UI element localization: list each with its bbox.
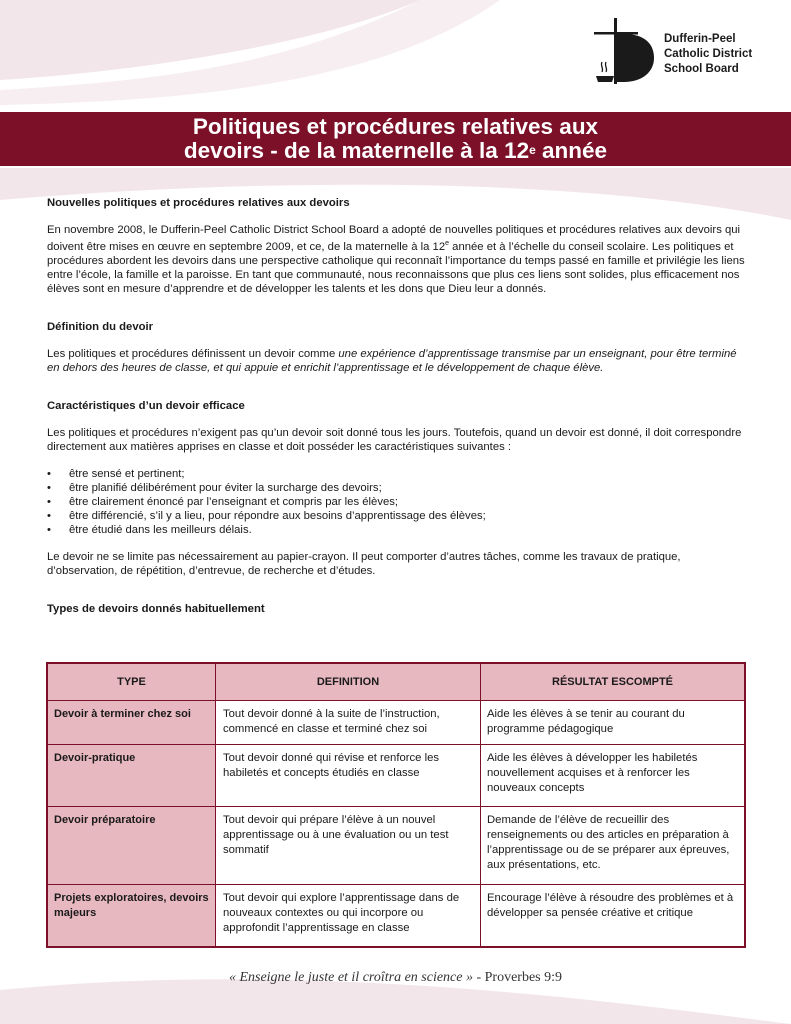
title-line-1: Politiques et procédures relatives aux (192, 114, 599, 139)
list-item: • être planifié délibérément pour éviter la surcharge des devoirs; (47, 481, 747, 495)
cell-definition: Tout devoir donné à la suite de l’instruction, commencé en classe et terminé chez soi (216, 701, 481, 745)
table-row (47, 745, 745, 807)
paragraph-characteristics-intro: Les politiques et procédures n’exigent pas qu’un devoir soit donné tous les jours. Toutefois, quand un devoir est donné, il doit correspondre directement aux matières apprises en classe et doit posséder les caractéristiques suivantes : (47, 426, 742, 453)
school-board-logo (592, 18, 762, 86)
dpcdsb-cross-logo (592, 18, 660, 86)
cell-result: Demande de l’élève de recueillir des renseignements ou des articles en préparation à l’apprentissage ou de se préparer aux épreuves, aux présentations, etc. (481, 807, 746, 885)
column-header-type: TYPE (47, 663, 216, 701)
cell-definition: Tout devoir qui prépare l’élève à un nouvel apprentissage ou à une évaluation ou un test sommatif (216, 807, 481, 885)
homework-types-table (46, 662, 746, 948)
cell-type: Projets exploratoires, devoirs majeurs (47, 885, 216, 947)
title-banner (0, 112, 791, 166)
list-item: • être étudié dans les meilleurs délais. (47, 523, 747, 537)
list-item: • être clairement énoncé par l’enseignant et compris par les élèves; (47, 495, 747, 509)
list-item: • être différencié, s’il y a lieu, pour répondre aux besoins d’apprentissage des élèves; (47, 509, 747, 523)
quote-text: « Enseigne le juste et il croîtra en science » (228, 970, 473, 985)
cell-result: Aide les élèves à développer les habiletés nouvellement acquises et à renforcer les nouveaux concepts (481, 745, 746, 807)
paragraph-new-policies: En novembre 2008, le Dufferin-Peel Catholic District School Board a adopté de nouvelles politiques et procédures relatives aux devoirs qui doivent être mises en œuvre en septembre 2009, et ce, de la maternelle à la 12e année et à l’échelle du conseil scolaire. Les politiques et procédures abordent les devoirs dans une perspective catholique qui reconnaît l’importance du temps passé en famille et privilégie les liens entre l’école, la famille et la paroisse. En tant que communauté, nous reconnaissons que plus ces liens sont solides, plus efficacement nos élèves sont en mesure d’apprendre et de développer les talents et les dons que Dieu leur a donnés. (47, 224, 745, 295)
heading-definition: Définition du devoir (47, 320, 154, 333)
cell-definition: Tout devoir qui explore l’apprentissage dans de nouveaux contextes ou qui incorpore ou approfondit l’apprentissage en classe (216, 885, 481, 947)
list-item: • être sensé et pertinent; (47, 467, 747, 481)
heading-new-policies: Nouvelles politiques et procédures relatives aux devoirs (47, 197, 350, 209)
cell-definition: Tout devoir donné qui révise et renforce les habiletés et concepts étudiés en classe (216, 745, 481, 807)
quote-reference: - Proverbes 9:9 (472, 970, 563, 985)
cell-type: Devoir préparatoire (47, 807, 216, 885)
table-header-row (47, 663, 745, 701)
table-row (47, 807, 745, 885)
cell-result: Aide les élèves à se tenir au courant du programme pédagogique (481, 701, 746, 745)
title-line-2: devoirs - de la maternelle à la 12e année (183, 138, 608, 163)
cell-type: Devoir à terminer chez soi (47, 701, 216, 745)
main-content (47, 196, 747, 616)
paragraph-characteristics-closing: Le devoir ne se limite pas nécessairement au papier-crayon. Il peut comporter d’autres tâches, comme les travaux de pratique, d’observation, de répétition, d’entrevue, de recherche et d’études. (47, 550, 681, 577)
table-row (47, 701, 745, 745)
cell-type: Devoir-pratique (47, 745, 216, 807)
logo-line-2: Catholic District (664, 48, 753, 60)
table-row (47, 885, 745, 947)
logo-line-1: Dufferin-Peel (664, 33, 736, 45)
page-title (0, 115, 791, 163)
footer-quote (0, 970, 791, 986)
heading-types: Types de devoirs donnés habituellement (47, 602, 265, 615)
characteristics-list (47, 467, 747, 537)
logo-text (664, 32, 752, 77)
column-header-result: RÉSULTAT ESCOMPTÉ (481, 663, 746, 701)
paragraph-definition: Les politiques et procédures définissent un devoir comme une expérience d’apprentissage transmise par un enseignant, pour être terminé en dehors des heures de classe, et qui appuie et enrichit l’apprentissage et le développement de chaque élève. (47, 347, 737, 374)
logo-line-3: School Board (664, 63, 739, 75)
column-header-definition: DEFINITION (216, 663, 481, 701)
cell-result: Encourage l’élève à résoudre des problèmes et à développer sa pensée créative et critique (481, 885, 746, 947)
heading-characteristics: Caractéristiques d’un devoir efficace (47, 399, 245, 412)
